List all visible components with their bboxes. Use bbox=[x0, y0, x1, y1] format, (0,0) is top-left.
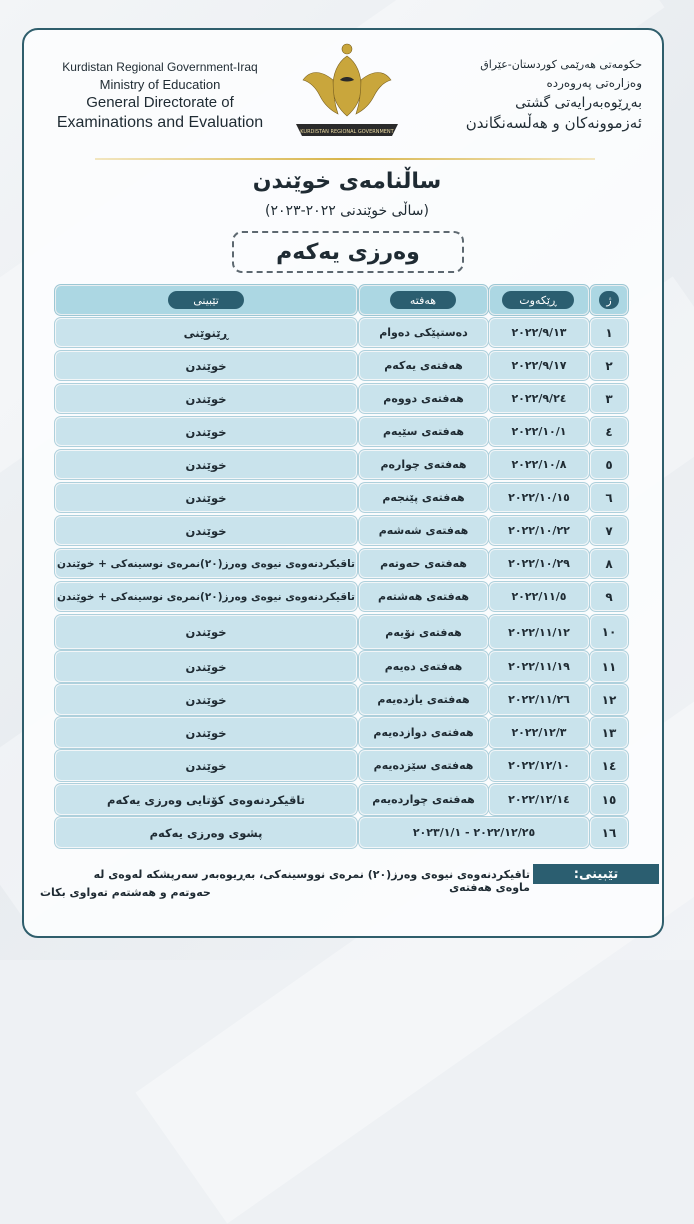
row-week: هەفتەی پێنجەم bbox=[359, 483, 488, 512]
row-week: هەفتەی یازدەیەم bbox=[359, 684, 488, 715]
header-en-directorate: General Directorate of bbox=[86, 94, 234, 111]
emblem-ribbon-text: KURDISTAN REGIONAL GOVERNMENT bbox=[300, 129, 394, 135]
row-week: هەفتەی دەیەم bbox=[359, 651, 488, 682]
row-week: هەفتەی شەشەم bbox=[359, 516, 488, 545]
row-date: ٢٠٢٢/١١/٥ bbox=[489, 582, 589, 611]
header-ku-ministry: وەزارەتی پەروەردە bbox=[546, 76, 642, 90]
row-date: ٢٠٢٢/١٢/٣ bbox=[489, 717, 589, 748]
row-date: ٢٠٢٢/١٢/١٤ bbox=[489, 784, 589, 815]
header-num-cell bbox=[590, 285, 628, 315]
row-week: هەفتەی چوارەم bbox=[359, 450, 488, 479]
row-number: ٦ bbox=[590, 483, 628, 512]
row-number: ٢ bbox=[590, 351, 628, 380]
row-note: خوێندن bbox=[55, 750, 357, 781]
header-date-label: ڕێکەوت bbox=[502, 291, 574, 309]
row-note: خوێندن bbox=[55, 615, 357, 649]
header-en-examinations: Examinations and Evaluation bbox=[56, 114, 264, 131]
row-week: دەستپێکی دەوام bbox=[359, 318, 488, 347]
academic-year: (ساڵی خوێندنی ٢٠٢٢-٢٠٢٣) bbox=[265, 203, 429, 219]
row-date: ٢٠٢٢/١١/١٢ bbox=[489, 615, 589, 649]
row-date: ٢٠٢٢/١٠/١٥ bbox=[489, 483, 589, 512]
row-date: ٢٠٢٢/١١/٢٦ bbox=[489, 684, 589, 715]
row-number: ١٠ bbox=[590, 615, 628, 649]
header-ku-examinations: ئەزموونەکان و هەڵسەنگاندن bbox=[465, 114, 642, 132]
header-ku-government: حکومەتی هەرێمی کوردستان-عێراق bbox=[480, 58, 642, 71]
row-number: ٨ bbox=[590, 549, 628, 578]
row-number: ١٥ bbox=[590, 784, 628, 815]
row-week: هەفتەی هەشتەم bbox=[359, 582, 488, 611]
row-note: ڕێنوێنی bbox=[55, 318, 357, 347]
row-note: خوێندن bbox=[55, 717, 357, 748]
header-note-cell bbox=[55, 285, 357, 315]
header-ku-directorate: بەڕێوەبەرایەتی گشتی bbox=[515, 95, 642, 111]
row-week: هەفتەی سێیەم bbox=[359, 417, 488, 446]
row-number: ١ bbox=[590, 318, 628, 347]
row-note: تاقیکردنەوەی نیوەی وەرز(٢٠)نمرەی نوسینەکی + خوێندن bbox=[55, 549, 357, 578]
row-date: ٢٠٢٢/١٢/١٠ bbox=[489, 750, 589, 781]
footnote-line-1: تاقیکردنەوەی نیوەی وەرز(٢٠) نمرەی نووسینەکی، بەڕیوەبەر سەرپشکە لەوەی لە ماوەی هەفتەی bbox=[93, 868, 530, 894]
page-title: ساڵنامەی خوێندن bbox=[252, 169, 442, 194]
row-number: ٩ bbox=[590, 582, 628, 611]
row-date: ٢٠٢٢/١٠/٢٩ bbox=[489, 549, 589, 578]
row-number: ١٦ bbox=[590, 817, 628, 848]
row-week: هەفتەی حەوتەم bbox=[359, 549, 488, 578]
row-week: هەفتەی دوازدەیەم bbox=[359, 717, 488, 748]
row-date: ٢٠٢٢/٩/١٣ bbox=[489, 318, 589, 347]
row-number: ٤ bbox=[590, 417, 628, 446]
row-number: ٧ bbox=[590, 516, 628, 545]
row-date: ٢٠٢٢/١٠/٨ bbox=[489, 450, 589, 479]
row-number: ١٤ bbox=[590, 750, 628, 781]
row-note: خوێندن bbox=[55, 417, 357, 446]
row-date-range: ٢٠٢٢/١٢/٢٥ - ٢٠٢٣/١/١ bbox=[359, 817, 589, 848]
row-week: هەفتەی چواردەیەم bbox=[359, 784, 488, 815]
row-week: هەفتەی یەکەم bbox=[359, 351, 488, 380]
row-number: ٥ bbox=[590, 450, 628, 479]
row-note: خوێندن bbox=[55, 483, 357, 512]
header-note-label: تێبینی bbox=[168, 291, 244, 309]
row-date: ٢٠٢٢/١٠/٢٢ bbox=[489, 516, 589, 545]
season-badge bbox=[232, 231, 464, 273]
header-en-government: Kurdistan Regional Government-Iraq bbox=[62, 60, 258, 74]
row-number: ١١ bbox=[590, 651, 628, 682]
row-week: هەفتەی دووەم bbox=[359, 384, 488, 413]
row-note: خوێندن bbox=[55, 516, 357, 545]
header-date-cell bbox=[489, 285, 589, 315]
row-number: ٣ bbox=[590, 384, 628, 413]
row-note: خوێندن bbox=[55, 384, 357, 413]
footnote-line-2: حەوتەم و هەشتەم تەواوی بکات bbox=[40, 886, 211, 899]
row-note: خوێندن bbox=[55, 684, 357, 715]
row-date: ٢٠٢٢/٩/٢٤ bbox=[489, 384, 589, 413]
header-num-label: ژ bbox=[599, 291, 619, 309]
gold-divider bbox=[95, 158, 595, 160]
row-number: ١٢ bbox=[590, 684, 628, 715]
row-week: هەفتەی نۆیەم bbox=[359, 615, 488, 649]
row-note: خوێندن bbox=[55, 351, 357, 380]
row-note: خوێندن bbox=[55, 450, 357, 479]
row-week: هەفتەی سێزدەیەم bbox=[359, 750, 488, 781]
row-number: ١٣ bbox=[590, 717, 628, 748]
row-note: پشوی وەرزی یەکەم bbox=[55, 817, 357, 848]
row-date: ٢٠٢٢/١١/١٩ bbox=[489, 651, 589, 682]
footnote-label: تێبینی: bbox=[533, 864, 659, 884]
season-label: وەرزی یەکەم bbox=[276, 239, 420, 265]
header-week-label: هەفتە bbox=[390, 291, 456, 309]
row-date: ٢٠٢٢/١٠/١ bbox=[489, 417, 589, 446]
header-week-cell bbox=[359, 285, 488, 315]
row-note: تاقیکردنەوەی کۆتایی وەرزی یەکەم bbox=[55, 784, 357, 815]
row-date: ٢٠٢٢/٩/١٧ bbox=[489, 351, 589, 380]
krg-emblem-icon bbox=[288, 40, 406, 144]
row-note: خوێندن bbox=[55, 651, 357, 682]
header-en-ministry: Ministry of Education bbox=[99, 77, 221, 92]
row-note: تاقیکردنەوەی نیوەی وەرز(٢٠)نمرەی نوسینەکی + خوێندن bbox=[55, 582, 357, 611]
